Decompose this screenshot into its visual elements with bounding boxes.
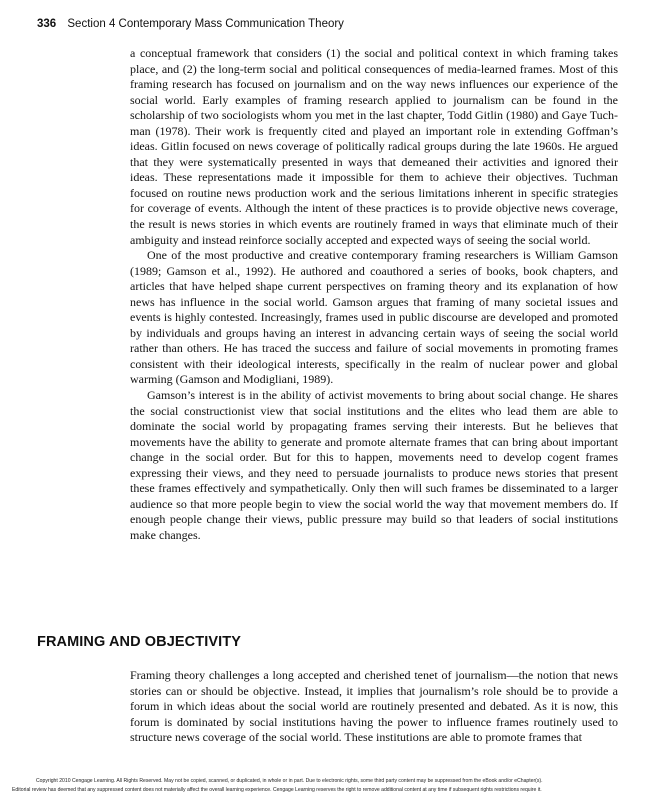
section-heading: FRAMING AND OBJECTIVITY	[37, 634, 241, 650]
body-paragraph-1: a conceptual framework that considers (1) the social and political context in which framing takes place, and (2) the long-term social and political consequences of media-learned frames. Most of this framing research has focused on journalism and on the way news influences our experience of the social world. Early examples of framing research applied to journalism can be found in the scholarship of two sociologists whom you met in the last chapter, Todd Gitlin (1980) and Gaye Tuchman (1978). Their work is frequently cited and played an important role in extending Goffman’s ideas. Gitlin focused on news coverage of politically radical groups during the late 1960s. He argued that they were systematically presented in ways that demeaned their activities and ignored their ideas. These representations made it impossible for them to achieve their objectives. Tuchman focused on routine news production work and the serious limitations inherent in specific strategies for coverage of events. Although the intent of these practices is to provide objective news coverage, the result is news stories in which events are routinely framed in ways that eliminate much of their ambiguity and instead reinforce socially accepted and expected ways of seeing the social world.	[130, 46, 618, 247]
section-body-text	[130, 668, 618, 746]
copyright-notice: Copyright 2010 Cengage Learning. All Rights Reserved. May not be copied, scanned, or duplicated, in whole or in part. Due to electronic rights, some third party content may be suppressed from the eBook and/or eChapter(s).	[36, 778, 543, 784]
body-paragraph-3: Gamson’s interest is in the ability of activist movements to bring about social change. He shares the social constructionist view that social institutions and the elites who lead them are able to dominate the social world by propagating frames serving their interests. But he believes that movements have the ability to generate and promote alternate frames that can bring about important change in the social order. But for this to happen, movements need to develop cogent frames expressing their views, and they need to persuade journalists to produce news stories that present these frames effectively and sympathetically. Only then will such frames be disseminated to a larger audience so that more people begin to view the social world the way that movement members do. If enough people change their views, public pressure may build so that leaders of social institutions make changes.	[130, 388, 618, 542]
editorial-notice: Editorial review has deemed that any suppressed content does not materially affect the overall learning experience. Cengage Learning reserves the right to remove additional content at any time if subsequent rights restrictions require it.	[12, 787, 542, 793]
body-paragraph-2: One of the most productive and creative contemporary framing researchers is William Gamson (1989; Gamson et al., 1992). He authored and coauthored a series of books, book chapters, and articles that have helped shape current perspectives on framing theory and its explanation of how news has influence in the social world. Gamson argues that framing of many societal issues and events is highly contested. Increasingly, frames used in public discourse are developed and promoted by individuals and groups having an interest in advancing certain ways of seeing the social world rather than others. He has traced the success and failure of social movements in promoting frames consistent with their ideological interests, specifically in the realm of nuclear power and global warming (Gamson and Modigliani, 1989).	[130, 248, 618, 387]
section-paragraph-1: Framing theory challenges a long accepted and cherished tenet of journalism—the notion that news stories can or should be objective. Instead, it implies that journalism’s role should be to provide a forum in which ideas about the social world are routinely presented and debated. As it is now, this forum is dominated by social institutions having the power to influence frames routinely used to structure news coverage of the social world. These institutions are able to promote frames that	[130, 668, 618, 745]
body-text	[130, 46, 618, 544]
running-title: Section 4 Contemporary Mass Communication Theory	[67, 18, 344, 30]
page-number: 336	[37, 18, 57, 30]
running-header	[37, 18, 617, 30]
